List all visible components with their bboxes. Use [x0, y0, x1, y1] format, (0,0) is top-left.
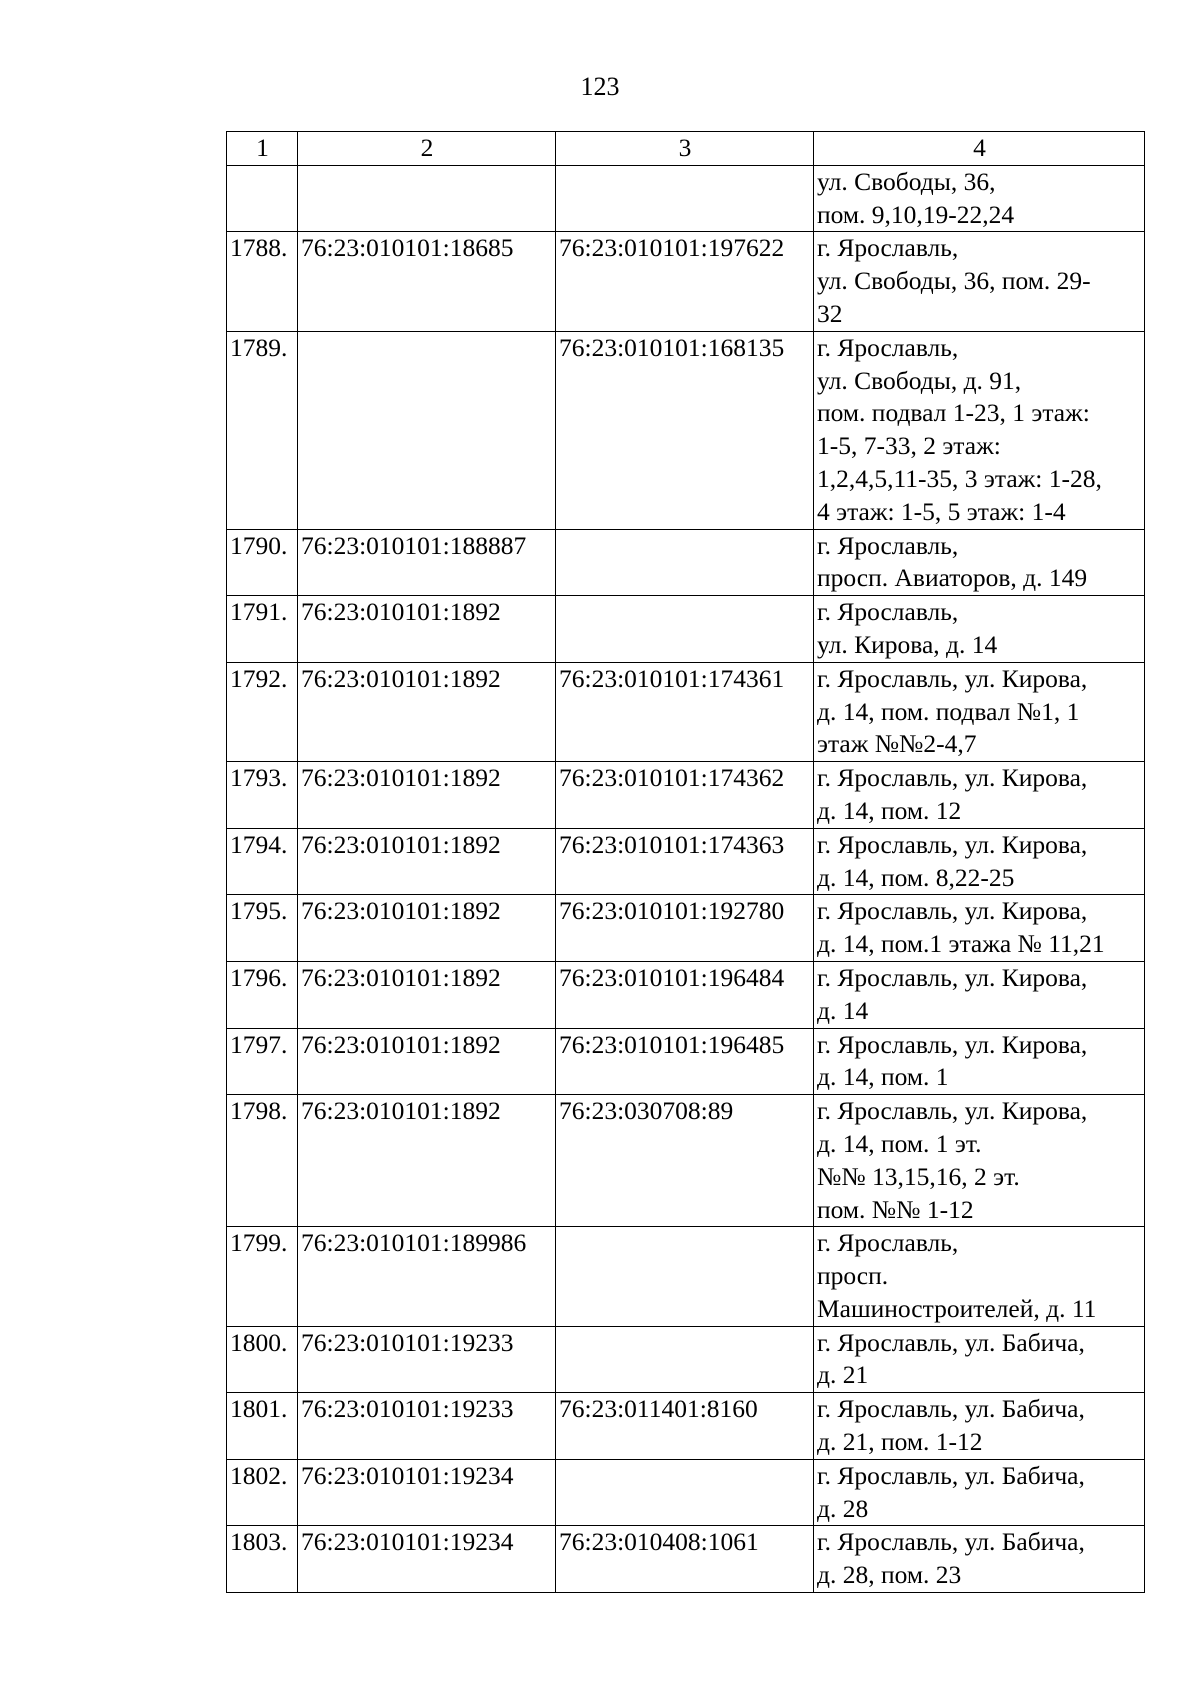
address-line: г. Ярославль, ул. Бабича,	[817, 1327, 1085, 1357]
table-row	[227, 1095, 1145, 1227]
cadastral-number-cell: 76:23:010101:19233	[298, 1326, 556, 1393]
address-cell	[814, 165, 1145, 232]
premises-cadastral-number-cell	[556, 529, 814, 596]
address-line: пом. №№ 1-12	[817, 1194, 974, 1224]
row-number-cell: 1799.	[227, 1227, 298, 1326]
table-row	[227, 232, 1145, 331]
address-line: этаж №№2-4,7	[817, 729, 977, 759]
address-cell	[814, 828, 1145, 895]
address-cell	[814, 1459, 1145, 1526]
address-cell	[814, 762, 1145, 829]
premises-cadastral-number-cell: 76:23:010101:174363	[556, 828, 814, 895]
address-line: г. Ярославль, ул. Кирова,	[817, 763, 1088, 793]
table-row	[227, 961, 1145, 1028]
premises-cadastral-number-cell	[556, 1326, 814, 1393]
row-number-cell	[227, 165, 298, 232]
address-line: г. Ярославль, ул. Бабича,	[817, 1394, 1085, 1424]
cadastral-number-cell: 76:23:010101:1892	[298, 762, 556, 829]
address-cell	[814, 895, 1145, 962]
address-cell	[814, 529, 1145, 596]
cadastral-number-cell: 76:23:010101:188887	[298, 529, 556, 596]
address-line: д. 28, пом. 23	[817, 1560, 962, 1590]
address-line: г. Ярославль, ул. Бабича,	[817, 1527, 1085, 1557]
address-line: 1-5, 7-33, 2 этаж:	[817, 431, 1001, 461]
address-line: 1,2,4,5,11-35, 3 этаж: 1-28,	[817, 463, 1102, 493]
address-line: г. Ярославль, ул. Кирова,	[817, 1029, 1088, 1059]
table-row	[227, 1459, 1145, 1526]
table-row	[227, 1028, 1145, 1095]
table-row	[227, 529, 1145, 596]
row-number-cell: 1796.	[227, 961, 298, 1028]
premises-cadastral-number-cell: 76:23:010101:192780	[556, 895, 814, 962]
cadastral-number-cell: 76:23:010101:19233	[298, 1393, 556, 1460]
address-cell	[814, 1393, 1145, 1460]
premises-cadastral-number-cell: 76:23:010408:1061	[556, 1526, 814, 1593]
address-cell	[814, 1526, 1145, 1593]
premises-cadastral-number-cell	[556, 1459, 814, 1526]
address-line: д. 14, пом. 1	[817, 1062, 949, 1092]
address-line: д. 21	[817, 1360, 869, 1390]
address-line: д. 28	[817, 1493, 869, 1523]
address-line: просп.	[817, 1261, 889, 1291]
cadastral-number-cell: 76:23:010101:1892	[298, 961, 556, 1028]
row-number-cell: 1795.	[227, 895, 298, 962]
address-cell	[814, 596, 1145, 663]
table-row	[227, 1227, 1145, 1326]
address-cell	[814, 662, 1145, 761]
address-line: Машиностроителей, д. 11	[817, 1293, 1097, 1323]
table-row	[227, 1526, 1145, 1593]
row-number-cell: 1794.	[227, 828, 298, 895]
address-line: д. 14	[817, 995, 869, 1025]
cadastral-number-cell: 76:23:010101:1892	[298, 1028, 556, 1095]
address-line: просп. Авиаторов, д. 149	[817, 563, 1088, 593]
table-body	[227, 165, 1145, 1592]
cadastral-number-cell: 76:23:010101:1892	[298, 895, 556, 962]
address-line: г. Ярославль, ул. Бабича,	[817, 1460, 1085, 1490]
cadastral-number-cell: 76:23:010101:189986	[298, 1227, 556, 1326]
row-number-cell: 1792.	[227, 662, 298, 761]
address-line: г. Ярославль, ул. Кирова,	[817, 1096, 1088, 1126]
row-number-cell: 1790.	[227, 529, 298, 596]
address-line: д. 14, пом. 8,22-25	[817, 862, 1015, 892]
address-line: г. Ярославль, ул. Кирова,	[817, 829, 1088, 859]
address-line: ул. Кирова, д. 14	[817, 629, 998, 659]
address-line: д. 14, пом. 12	[817, 795, 962, 825]
premises-cadastral-number-cell: 76:23:011401:8160	[556, 1393, 814, 1460]
address-line: 4 этаж: 1-5, 5 этаж: 1-4	[817, 496, 1066, 526]
page-number: 123	[580, 72, 620, 101]
address-cell	[814, 961, 1145, 1028]
cadastral-number-cell: 76:23:010101:18685	[298, 232, 556, 331]
premises-cadastral-number-cell: 76:23:010101:174361	[556, 662, 814, 761]
row-number-cell: 1800.	[227, 1326, 298, 1393]
address-line: д. 21, пом. 1-12	[817, 1427, 983, 1457]
address-cell	[814, 1326, 1145, 1393]
cadastral-number-cell	[298, 165, 556, 232]
address-line: г. Ярославль, ул. Кирова,	[817, 896, 1088, 926]
address-line: ул. Свободы, 36,	[817, 166, 996, 196]
cadastral-number-cell: 76:23:010101:1892	[298, 596, 556, 663]
table-row	[227, 762, 1145, 829]
table-row	[227, 165, 1145, 232]
address-cell	[814, 1028, 1145, 1095]
table-row	[227, 1393, 1145, 1460]
header-col-2: 2	[298, 132, 556, 166]
premises-cadastral-number-cell: 76:23:010101:197622	[556, 232, 814, 331]
header-col-4: 4	[814, 132, 1145, 166]
header-col-1: 1	[227, 132, 298, 166]
table-row	[227, 895, 1145, 962]
row-number-cell: 1797.	[227, 1028, 298, 1095]
cadastral-number-cell: 76:23:010101:1892	[298, 828, 556, 895]
address-line: г. Ярославль, ул. Кирова,	[817, 962, 1088, 992]
address-line: д. 14, пом.1 этажа № 11,21	[817, 929, 1105, 959]
row-number-cell: 1801.	[227, 1393, 298, 1460]
row-number-cell: 1802.	[227, 1459, 298, 1526]
address-line: г. Ярославль,	[817, 332, 959, 362]
table-row	[227, 596, 1145, 663]
address-line: ул. Свободы, д. 91,	[817, 365, 1022, 395]
table-row	[227, 331, 1145, 529]
address-cell	[814, 1227, 1145, 1326]
cadastral-number-cell: 76:23:010101:19234	[298, 1459, 556, 1526]
address-line: д. 14, пом. подвал №1, 1	[817, 696, 1080, 726]
address-line: д. 14, пом. 1 эт.	[817, 1128, 982, 1158]
premises-cadastral-number-cell: 76:23:010101:174362	[556, 762, 814, 829]
cadastral-number-cell: 76:23:010101:19234	[298, 1526, 556, 1593]
row-number-cell: 1798.	[227, 1095, 298, 1227]
row-number-cell: 1803.	[227, 1526, 298, 1593]
address-line: №№ 13,15,16, 2 эт.	[817, 1161, 1020, 1191]
premises-cadastral-number-cell	[556, 596, 814, 663]
premises-cadastral-number-cell	[556, 165, 814, 232]
row-number-cell: 1788.	[227, 232, 298, 331]
row-number-cell: 1791.	[227, 596, 298, 663]
registry-table	[226, 131, 1145, 1593]
table-header-row	[227, 132, 1145, 166]
header-col-3: 3	[556, 132, 814, 166]
address-line: г. Ярославль,	[817, 1228, 959, 1258]
address-line: г. Ярославль, ул. Кирова,	[817, 663, 1088, 693]
address-cell	[814, 331, 1145, 529]
row-number-cell: 1793.	[227, 762, 298, 829]
address-cell	[814, 1095, 1145, 1227]
cadastral-number-cell: 76:23:010101:1892	[298, 662, 556, 761]
premises-cadastral-number-cell: 76:23:030708:89	[556, 1095, 814, 1227]
premises-cadastral-number-cell: 76:23:010101:196484	[556, 961, 814, 1028]
premises-cadastral-number-cell	[556, 1227, 814, 1326]
address-line: ул. Свободы, 36, пом. 29-	[817, 266, 1091, 296]
address-line: г. Ярославль,	[817, 597, 959, 627]
table-row	[227, 662, 1145, 761]
premises-cadastral-number-cell: 76:23:010101:196485	[556, 1028, 814, 1095]
cadastral-number-cell: 76:23:010101:1892	[298, 1095, 556, 1227]
address-line: г. Ярославль,	[817, 530, 959, 560]
cadastral-number-cell	[298, 331, 556, 529]
table-row	[227, 828, 1145, 895]
address-line: пом. 9,10,19-22,24	[817, 199, 1015, 229]
address-line: г. Ярославль,	[817, 233, 959, 263]
address-cell	[814, 232, 1145, 331]
row-number-cell: 1789.	[227, 331, 298, 529]
address-line: пом. подвал 1-23, 1 этаж:	[817, 398, 1090, 428]
address-line: 32	[817, 298, 843, 328]
premises-cadastral-number-cell: 76:23:010101:168135	[556, 331, 814, 529]
table-row	[227, 1326, 1145, 1393]
